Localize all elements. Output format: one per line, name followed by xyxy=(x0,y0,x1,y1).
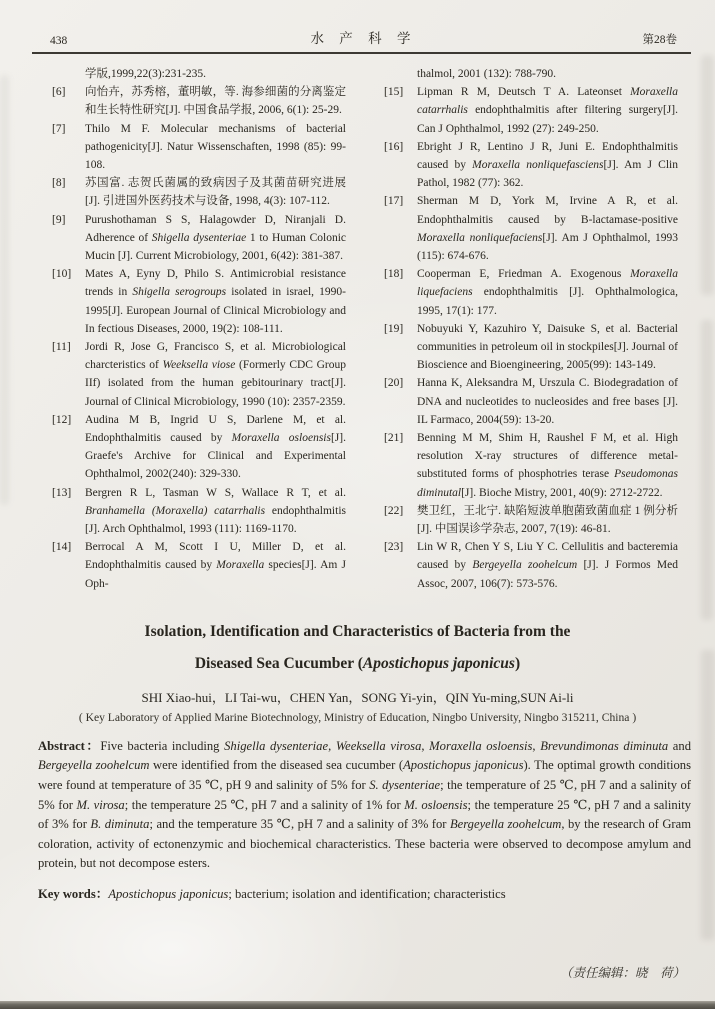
reference-text: Thilo M F. Molecular mechanisms of bacterial pathogenicity[J]. Natur Wissenschaften, 1998 (85): 99-108. xyxy=(85,122,346,172)
reference-label: [19] xyxy=(384,322,404,335)
reference-item xyxy=(384,138,678,193)
reference-item xyxy=(384,65,678,83)
reference-item xyxy=(52,411,346,484)
reference-label: [21] xyxy=(384,432,404,445)
reference-text: Hanna K, Aleksandra M, Urszula C. Biodegradation of DNA and nucleotides to nucleosides and free bases [J]. IL Farmaco, 2004(59): 13-20. xyxy=(417,377,678,426)
abstract-paragraph xyxy=(38,737,691,874)
reference-label: [22] xyxy=(384,504,404,517)
reference-item xyxy=(52,65,346,83)
reference-text: Cooperman E, Friedman A. Exogenous Moraxella liquefaciens endophthalmitis [J]. Ophthalmologica, 1995, 17(1): 177. xyxy=(417,268,678,317)
reference-text: Lin W R, Chen Y S, Liu Y C. Cellulitis and bacteremia caused by Bergeyella zoohelcum [J]. J Formos Med Assoc, 2007, 106(7): 573-576. xyxy=(417,541,678,590)
reference-text: 向怡卉，苏秀榕，董明敏，等. 海参细菌的分离鉴定和生长特性研究[J]. 中国食品学报, 2006, 6(1): 25-29. xyxy=(85,86,346,117)
reference-text: Purushothaman S S, Halagowder D, Niranjali D. Adherence of Shigella dysenteriae 1 to Human Colonic Mucin [J]. Current Microbiology, 2001, 6(42): 381-387. xyxy=(85,213,346,263)
reference-label: [11] xyxy=(52,341,71,354)
keywords-text: Apostichopus japonicus; bacterium; isolation and identification; characteristics xyxy=(108,887,506,902)
reference-item xyxy=(384,429,678,502)
reference-label: [10] xyxy=(52,268,72,281)
reference-label: [7] xyxy=(52,122,66,135)
bleed-through-artifact xyxy=(0,75,9,505)
keywords-line xyxy=(38,883,691,902)
reference-text: Mates A, Eyny D, Philo S. Antimicrobial resistance trends in Shigella serogroups isolated in israel, 1990-1995[J]. European Journal of Clinical Microbiology and In fectious Diseases, 2000, 19(2): 108-111. xyxy=(85,268,346,335)
editor-note: （责任编辑：晓 荷） xyxy=(559,966,685,980)
reference-label: [23] xyxy=(384,541,404,554)
article-title-line-2: Diseased Sea Cucumber (Apostichopus japonicus) xyxy=(194,654,521,672)
reference-item xyxy=(52,120,346,175)
reference-text: Berrocal A M, Scott I U, Miller D, et al. Endophthalmitis caused by Moraxella species[J]. Am J Oph- xyxy=(85,541,346,590)
reference-item xyxy=(52,83,346,119)
references-column-left xyxy=(52,65,346,593)
reference-item xyxy=(384,538,678,593)
references-section xyxy=(0,54,715,593)
reference-item xyxy=(384,374,678,429)
reference-text: 学版,1999,22(3):231-235. xyxy=(85,68,207,80)
page-number: 438 xyxy=(50,35,68,47)
reference-item xyxy=(52,265,346,338)
references-column-right xyxy=(384,65,678,593)
reference-label: [14] xyxy=(52,541,72,554)
reference-item xyxy=(384,83,678,138)
reference-text: Benning M M, Shim H, Raushel F M, et al. High resolution X-ray structures of difference metal-substituted forms of phosphotries terase Pseudomonas diminutal[J]. Bioche Mistry, 2001, 40(9): 2712-2722. xyxy=(417,432,678,499)
reference-text: Bergren R L, Tasman W S, Wallace R T, et al. Branhamella (Moraxella) catarrhalis endophthalmitis [J]. Arch Ophthalmol, 1993 (111): 1169-1170. xyxy=(85,486,346,536)
reference-item xyxy=(52,174,346,210)
article-title-line-1: Isolation, Identification and Characteristics of Bacteria from the xyxy=(144,622,571,640)
reference-label xyxy=(384,65,417,83)
article-title xyxy=(0,616,715,680)
reference-item xyxy=(384,320,678,375)
reference-label: [16] xyxy=(384,140,404,153)
reference-text: thalmol, 2001 (132): 788-790. xyxy=(417,68,556,80)
reference-label: [8] xyxy=(52,177,66,190)
reference-item xyxy=(52,338,346,411)
reference-label xyxy=(52,65,85,83)
reference-item xyxy=(384,192,678,265)
authors-line: SHI Xiao-hui，LI Tai-wu，CHEN Yan，SONG Yi-yin，QIN Yu-ming,SUN Ai-li xyxy=(141,689,574,705)
volume-number: 第28卷 xyxy=(642,34,677,46)
reference-item xyxy=(384,502,678,538)
reference-label: [20] xyxy=(384,377,404,390)
reference-label: [15] xyxy=(384,86,404,99)
reference-label: [17] xyxy=(384,195,404,208)
journal-title: 水 产 科 学 xyxy=(310,31,417,46)
reference-label: [6] xyxy=(52,86,66,99)
reference-label: [13] xyxy=(52,486,72,499)
reference-text: Nobuyuki Y, Kazuhiro Y, Daisuke S, et al. Bacterial communities in petroleum oil in stockpiles[J]. Journal of Bioscience and Bioengineering, 2005(99): 143-149. xyxy=(417,322,678,372)
bleed-through-artifact xyxy=(701,320,713,620)
bleed-through-artifact xyxy=(701,650,715,940)
reference-text: Jordi R, Jose G, Francisco S, et al. Microbiological charcteristics of Weeksella viose (Formerly CDC Group IIf) isolated from the human gebitourinary tract[J]. Journal of Clinical Microbiology, 1990 (10): 2357-2359. xyxy=(85,341,346,408)
reference-label: [9] xyxy=(52,213,66,226)
reference-text: Ebright J R, Lentino J R, Juni E. Endophthalmitis caused by Moraxella nonliquefasciens[J]. Am J Clin Pathol, 1982 (77): 362. xyxy=(417,140,678,190)
reference-text: 樊卫红，王北宁. 缺陷短波单胞菌致菌血症 1 例分析[J]. 中国误诊学杂志, 2007, 7(19): 46-81. xyxy=(417,504,678,536)
reference-label: [18] xyxy=(384,268,404,281)
reference-item xyxy=(384,265,678,320)
reference-text: Lipman R M, Deutsch T A. Lateonset Moraxella catarrhalis endophthalmitis after filtering surgery[J]. Can J Ophthalmol, 1992 (27): 249-250. xyxy=(417,86,678,135)
reference-text: Audina M B, Ingrid U S, Darlene M, et al. Endophthalmitis caused by Moraxella osloensis[J]. Graefe's Archive for Clinical and Experimental Ophthalmol, 2002(240): 329-330. xyxy=(85,413,346,481)
reference-item xyxy=(52,211,346,266)
affiliation-line: ( Key Laboratory of Applied Marine Biotechnology, Ministry of Education, Ningbo University, Ningbo 315211, China ) xyxy=(78,710,637,724)
reference-item xyxy=(52,538,346,593)
reference-text: 苏国富. 志贺氏菌属的致病因子及其菌苗研究进展[J]. 引进国外医药技术与设备, 1998, 4(3): 107-112. xyxy=(85,177,346,208)
reference-label: [12] xyxy=(52,413,72,426)
page-header xyxy=(0,0,715,52)
bleed-through-artifact xyxy=(701,55,714,295)
keywords-label: Key words： xyxy=(38,887,109,902)
scan-edge xyxy=(0,1001,715,1009)
abstract-label: Abstract： xyxy=(38,738,101,753)
abstract-text: Five bacteria including Shigella dysenteriae, Weeksella virosa, Moraxella osloensis, Brevundimonas diminuta and Bergeyella zoohelcum were identified from the diseased sea cucumber (Apostichopus japonicus). The optimal growth conditions were found at temperature of 35 ℃, pH 9 and salinity of 5% for S. dysenteriae; the temperature of 25 ℃, pH 7 and a salinity of 5% for M. virosa; the temperature 25 ℃, pH 7 and a salinity of 1% for M. osloensis; the temperature 25 ℃, pH 7 and a salinity of 3% for B. diminuta; and the temperature 35 ℃, pH 7 and a salinity of 3% for Bergeyella zoohelcum, by the research of Gram coloration, activity of ectonenzymic and biochemical characteristics. These bacteria were observed to decompose amylum and protein, but not decompose esters. xyxy=(38,738,691,871)
reference-text: Sherman M D, York M, Irvine A R, et al. Endophthalmitis caused by B-lactamase-positive Moraxella nonliquefaciens[J]. Am J Ophthalmol, 1993 (115): 674-676. xyxy=(417,195,678,263)
reference-item xyxy=(52,484,346,539)
